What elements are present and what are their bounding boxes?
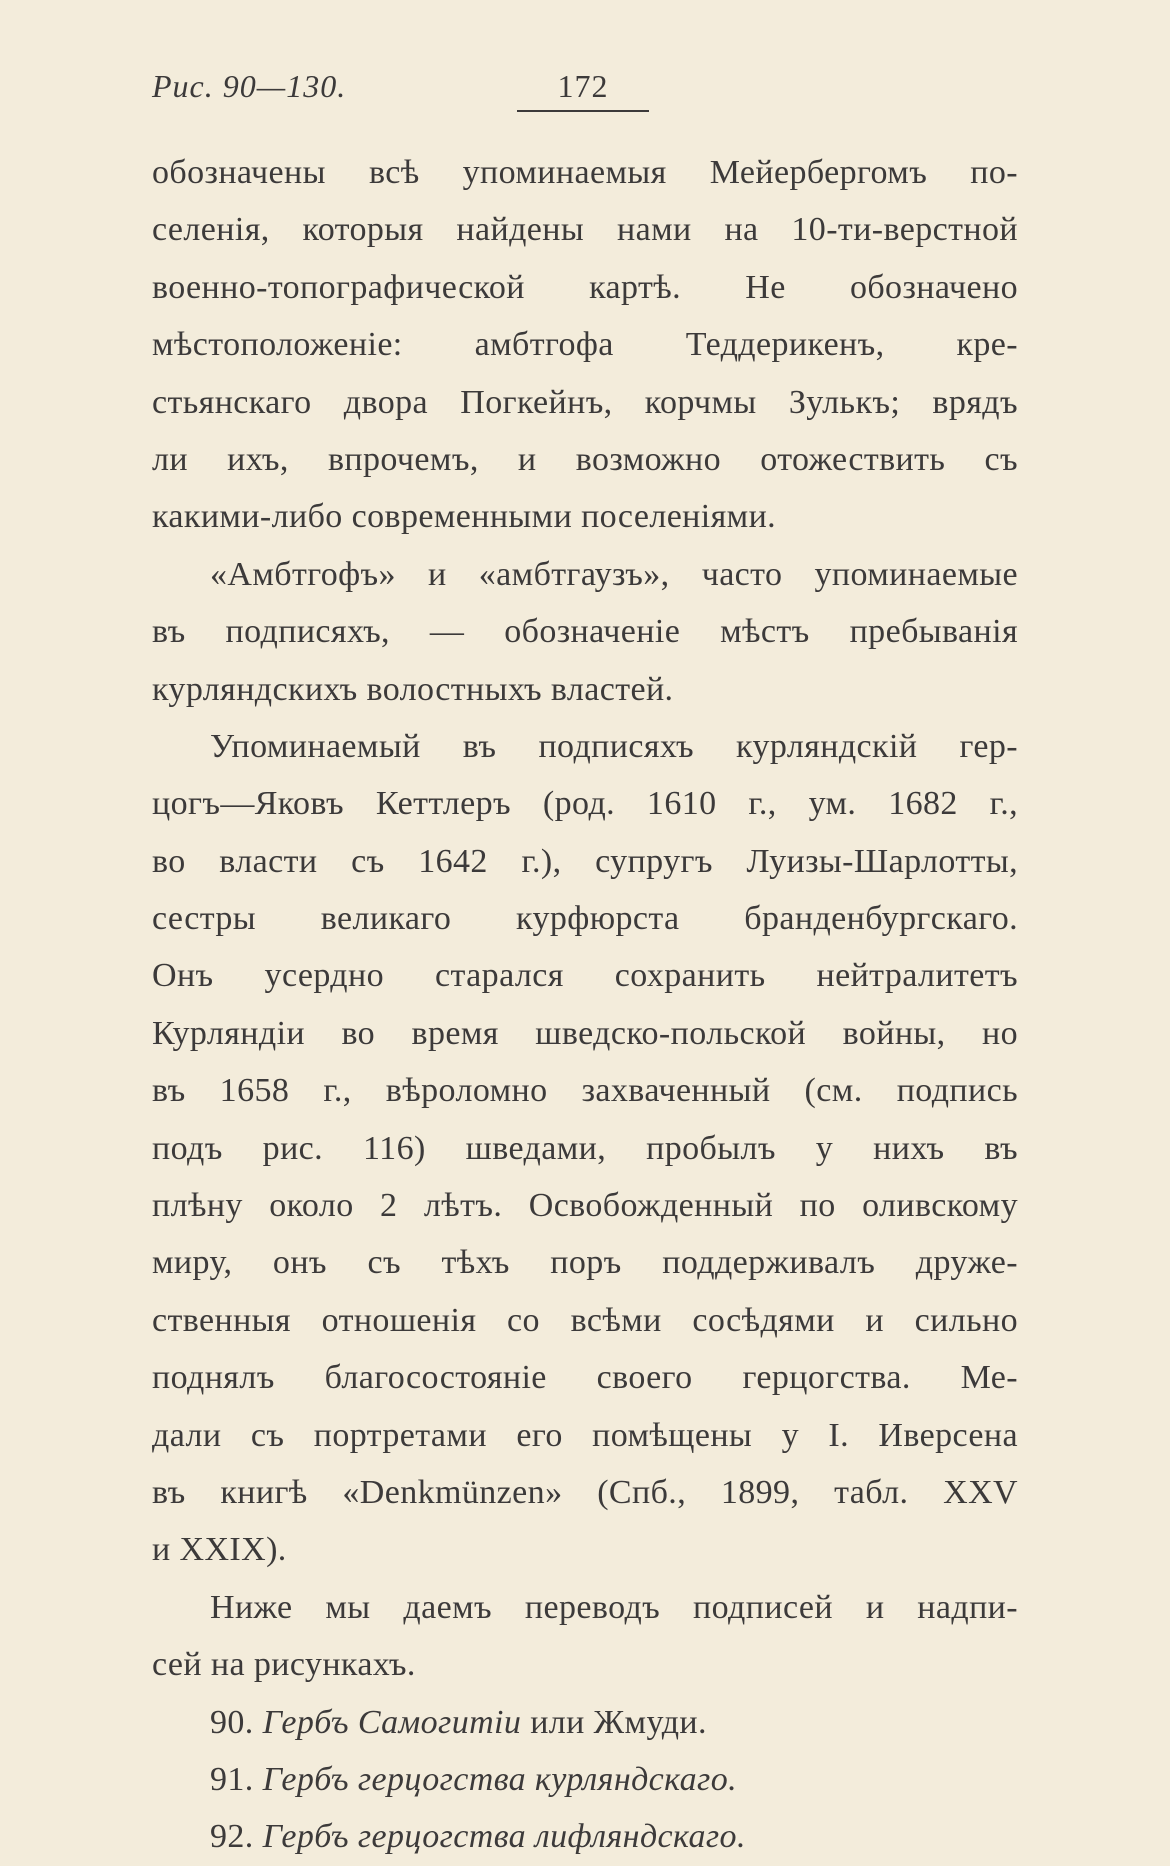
text-line: обозначены всѣ упоминаемыя Мейербергомъ по- xyxy=(152,154,1018,191)
caption-title: Гербъ герцогства курляндскаго. xyxy=(262,1760,737,1798)
paragraph-settlements xyxy=(152,144,1018,546)
paragraph-translation-intro xyxy=(152,1579,1018,1694)
text-line: селенія, которыя найдены нами на 10-ти-верстной xyxy=(152,211,1018,249)
text-line: подъ рис. 116) шведами, пробылъ у нихъ въ xyxy=(152,1129,1018,1167)
text-line: во власти съ 1642 г.), супругъ Луизы-Шарлотты, xyxy=(152,842,1018,880)
text-line: курляндскихъ волостныхъ властей. xyxy=(152,670,674,708)
text-line: ли ихъ, впрочемъ, и возможно отожествить съ xyxy=(152,440,1018,478)
text-line: Упоминаемый въ подписяхъ курляндскій гер- xyxy=(210,727,1018,765)
text-line: сестры великаго курфюрста бранденбургскаго. xyxy=(152,900,1018,938)
text-line: ственныя отношенія со всѣми сосѣдями и сильно xyxy=(152,1301,1018,1339)
text-line: въ книгѣ «Denkmünzen» (Спб., 1899, табл. XXV xyxy=(152,1473,1018,1511)
caption-item xyxy=(152,1694,1018,1751)
page-number: 172 xyxy=(557,68,609,104)
paragraph-amtshof xyxy=(152,546,1018,718)
text-line: въ 1658 г., вѣроломно захваченный (см. подпись xyxy=(152,1072,1018,1110)
text-line: стьянскаго двора Погкейнъ, корчмы Зулькъ; врядъ xyxy=(152,383,1018,421)
caption-item xyxy=(152,1751,1018,1808)
text-line: мѣстоположеніе: амбтгофа Теддерикенъ, кре- xyxy=(152,326,1018,364)
text-line: поднялъ благосостояніе своего герцогства. Ме- xyxy=(152,1359,1018,1397)
paragraph-duke-jacob xyxy=(152,718,1018,1579)
caption-number: 91. xyxy=(210,1760,254,1798)
caption-title: Гербъ герцогства лифляндскаго. xyxy=(262,1818,746,1856)
text-line: дали съ портретами его помѣщены у І. Иверсена xyxy=(152,1416,1018,1454)
text-line: въ подписяхъ, — обозначеніе мѣстъ пребыванія xyxy=(152,613,1018,651)
caption-item xyxy=(152,1808,1018,1865)
page-number-rule xyxy=(517,110,649,112)
text-line: Курляндіи во время шведско-польской войны, но xyxy=(152,1014,1018,1052)
page-header xyxy=(152,68,1032,118)
figure-range-heading: Рис. 90—130. xyxy=(152,68,347,104)
text-line: цогъ—Яковъ Кеттлеръ (род. 1610 г., ум. 1682 г., xyxy=(152,785,1018,823)
page-body xyxy=(152,144,1018,1866)
text-line: военно-топографической картѣ. Не обозначено xyxy=(152,268,1018,306)
text-line: какими-либо современными поселеніями. xyxy=(152,498,777,536)
caption-title: Гербъ Самогитіи xyxy=(262,1703,522,1741)
text-line: плѣну около 2 лѣтъ. Освобожденный по оливскому xyxy=(152,1187,1018,1225)
text-line: «Амбтгофъ» и «амбтгаузъ», часто упоминаемые xyxy=(210,555,1018,593)
text-line: и XXIX). xyxy=(152,1531,287,1569)
text-line: Онъ усердно старался сохранить нейтралитетъ xyxy=(152,957,1018,995)
caption-number: 92. xyxy=(210,1818,254,1856)
text-line: миру, онъ съ тѣхъ поръ поддерживалъ друже- xyxy=(152,1244,1018,1282)
caption-list xyxy=(152,1694,1018,1866)
text-line: Ниже мы даемъ переводъ подписей и надпи- xyxy=(210,1588,1018,1626)
caption-rest: или Жмуди. xyxy=(521,1703,707,1741)
text-line: сей на рисункахъ. xyxy=(152,1646,416,1684)
caption-number: 90. xyxy=(210,1703,254,1741)
